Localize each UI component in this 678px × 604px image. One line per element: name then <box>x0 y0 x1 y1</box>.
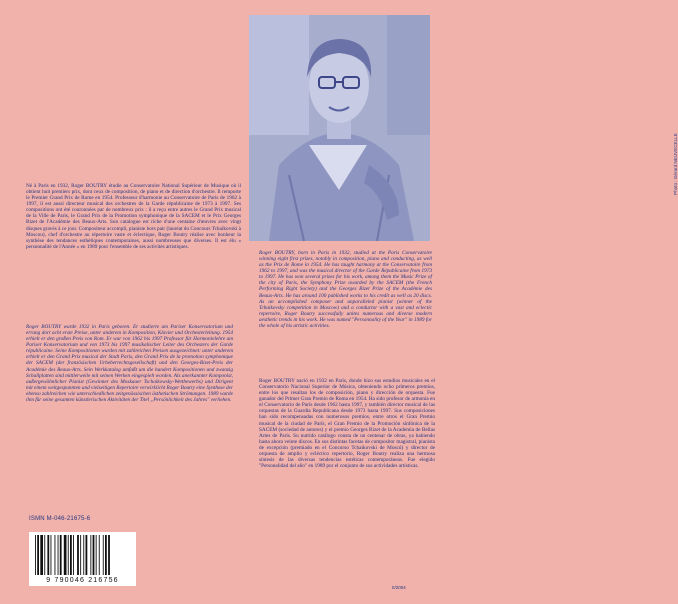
photo-credit: Photo : Gérard NEUVECELLE <box>673 133 678 195</box>
barcode-digits: 9 790046 216756 <box>46 577 119 584</box>
biography-english <box>259 250 432 329</box>
bio-paragraph: Roger BOUTRY wurde 1932 in Paris geboren. Er studierte am Pariser Konservatorium und errang dort acht erste Preise, unter anderem in Komposition, Klavier und Orchesterleitung. 1954 erhielt er den großen Preis von Rom. Er war von 1962 bis 1997 Professor für Harmonielehre am Pariser Konservatorium und von 1973 bis 1997 musikalischer Leiter des Orchesters der Garde républicaine. Seine Kompositionen wurden mit zahlreichen Preisen ausgezeichnet: unter anderem erhielt er den Grand Prix musical der Stadt Paris, den Grand Prix de la promotion symphonique der SACEM (der französischen Urheberrechtsgesellschaft) und den Georges-Bizet-Preis der Académie des Beaux-Arts. Sein Werkkatalog umfaßt um die hundert Kompositionen und zwanzig Schallplatten sind mittlerweile mit seinen Werken eingespielt worden. Als anerkannter Komponist, außergewöhnlicher Pianist (Gewinner des Moskauer Tschaikowsky-Wettbewerbs) und Dirigent mit einem weitgespannten und vielseitigen Repertoire verwirklicht Roger Boutry eine Synthese der ebenso zahlreichen wie unterschiedlichen zeitgenössischen ästhetischen Strömungen. 1989 wurde ihm für seine gesamten künstlerischen Aktivitäten der Titel „Persönlichkeit des Jahres" verliehen. <box>26 324 233 403</box>
biography-german <box>26 324 233 403</box>
bio-paragraph: Né à Paris en 1932, Roger BOUTRY étudie au Conservatoire National Supérieur de Musique où il obtient huit premiers prix, dont ceux de composition, de piano et de direction d'orchestre. Il remporte le Premier Grand Prix de Rome en 1954. Professeur d'harmonie au Conservatoire de Paris de 1962 à 1997, il est aussi directeur musical des orchestres de la Garde républicaine de 1973 à 1997. Ses compositions ont été couronnées par de nombreux prix : il a reçu entre autres le Grand Prix musical de la Ville de Paris, le Grand Prix de la Promotion symphonique de la SACEM et le Prix Georges Bizet de l'Académie des Beaux-Arts. Son catalogue est riche d'une centaine d'œuvres avec vingt disques gravés à ce jour. Compositeur accompli, pianiste hors pair (lauréat du Concours Tchaïkovski à Moscou), chef d'orchestre au répertoire vaste et éclectique, Roger Boutry réalise avec bonheur la synthèse des tendances esthétiques contemporaines, aussi nombreuses que diverses. Il est élu « personnalité de l'Année » en 1989 pour l'ensemble de ses activités artistiques. <box>26 183 241 250</box>
bio-paragraph: Roger BOUTRY, born in Paris in 1932, studied at the Paris Conservatoire winning eight first prizes, notably in composition, piano and conducting, as well as the Prix de Rome in 1954. He has taught harmony at the Conservatoire from 1962 to 1997, and was the musical director of the Garde Républicaine from 1973 to 1997. He has won several prizes for his work, among them the Music Prize of the city of Paris, the Symphony Prize awarded by the SACEM (the French Performing Right Society) and the Georges Bizet Prize of the Académie des Beaux-Arts. He has around 100 published works to his credit as well as 20 discs. As an accomplished composer and unparalleled pianist (winner of the Tchaikovsky competition in Moscow) and a conductor with a vast and eclectic repertoire, Roger Boutry successfully unites numerous and diverse modern aesthetic trends in his work. He was named "Personnality of the Year" in 1989 for the whole of his artistic activities. <box>259 250 432 329</box>
ismn-number: ISMN M-046-21675-6 <box>29 516 91 522</box>
biography-french <box>26 183 241 250</box>
barcode <box>29 532 136 586</box>
barcode-icon <box>29 532 136 578</box>
composer-photo <box>249 15 678 241</box>
portrait-icon <box>249 15 430 241</box>
biography-spanish <box>259 378 435 469</box>
bio-paragraph: Roger BOUTRY nació en 1932 en París, donde hizo sus estudios musicales en el Conservatorio Nacional Superior de Música, obteniendo ocho primeros premios, entre los que resaltan los de composición, piano y dirección de orquesta. Fue ganador del Primer Gran Premio de Roma en 1954. Ha sido profesor de armonía en el Conservatorio de París desde 1962 hasta 1997, y también director musical de las orquestas de la Guardia Republicana desde 1973 hasta 1997. Sus composiciones han sido recompensadas con numerosos premios, entre otros el Gran Premio musical de la ciudad de París, el Gran Premio de la Promoción sinfónica de la SACEM (sociedad de autores) y el premio Georges Bizet de la Academia de Bellas Artes de París. Su nutrido catálogo consta de un centenar de obras, ya habiendo hasta ahora veinte discos. En sus distintas facetas de compositor magistral, pianista de excepción (premiado en el Concurso Tchaikovski de Moscú) y director de orquesta de amplio y ecléctico repertorio, Roger Boutry realiza una hermosa síntesis de las diversas tendencias estéticas contemporáneas. Fue elegido "Personalidad del año" en 1989 por el conjunto de sus actividades artísticas. <box>259 378 435 470</box>
catalog-code: II/2004 <box>392 585 406 590</box>
